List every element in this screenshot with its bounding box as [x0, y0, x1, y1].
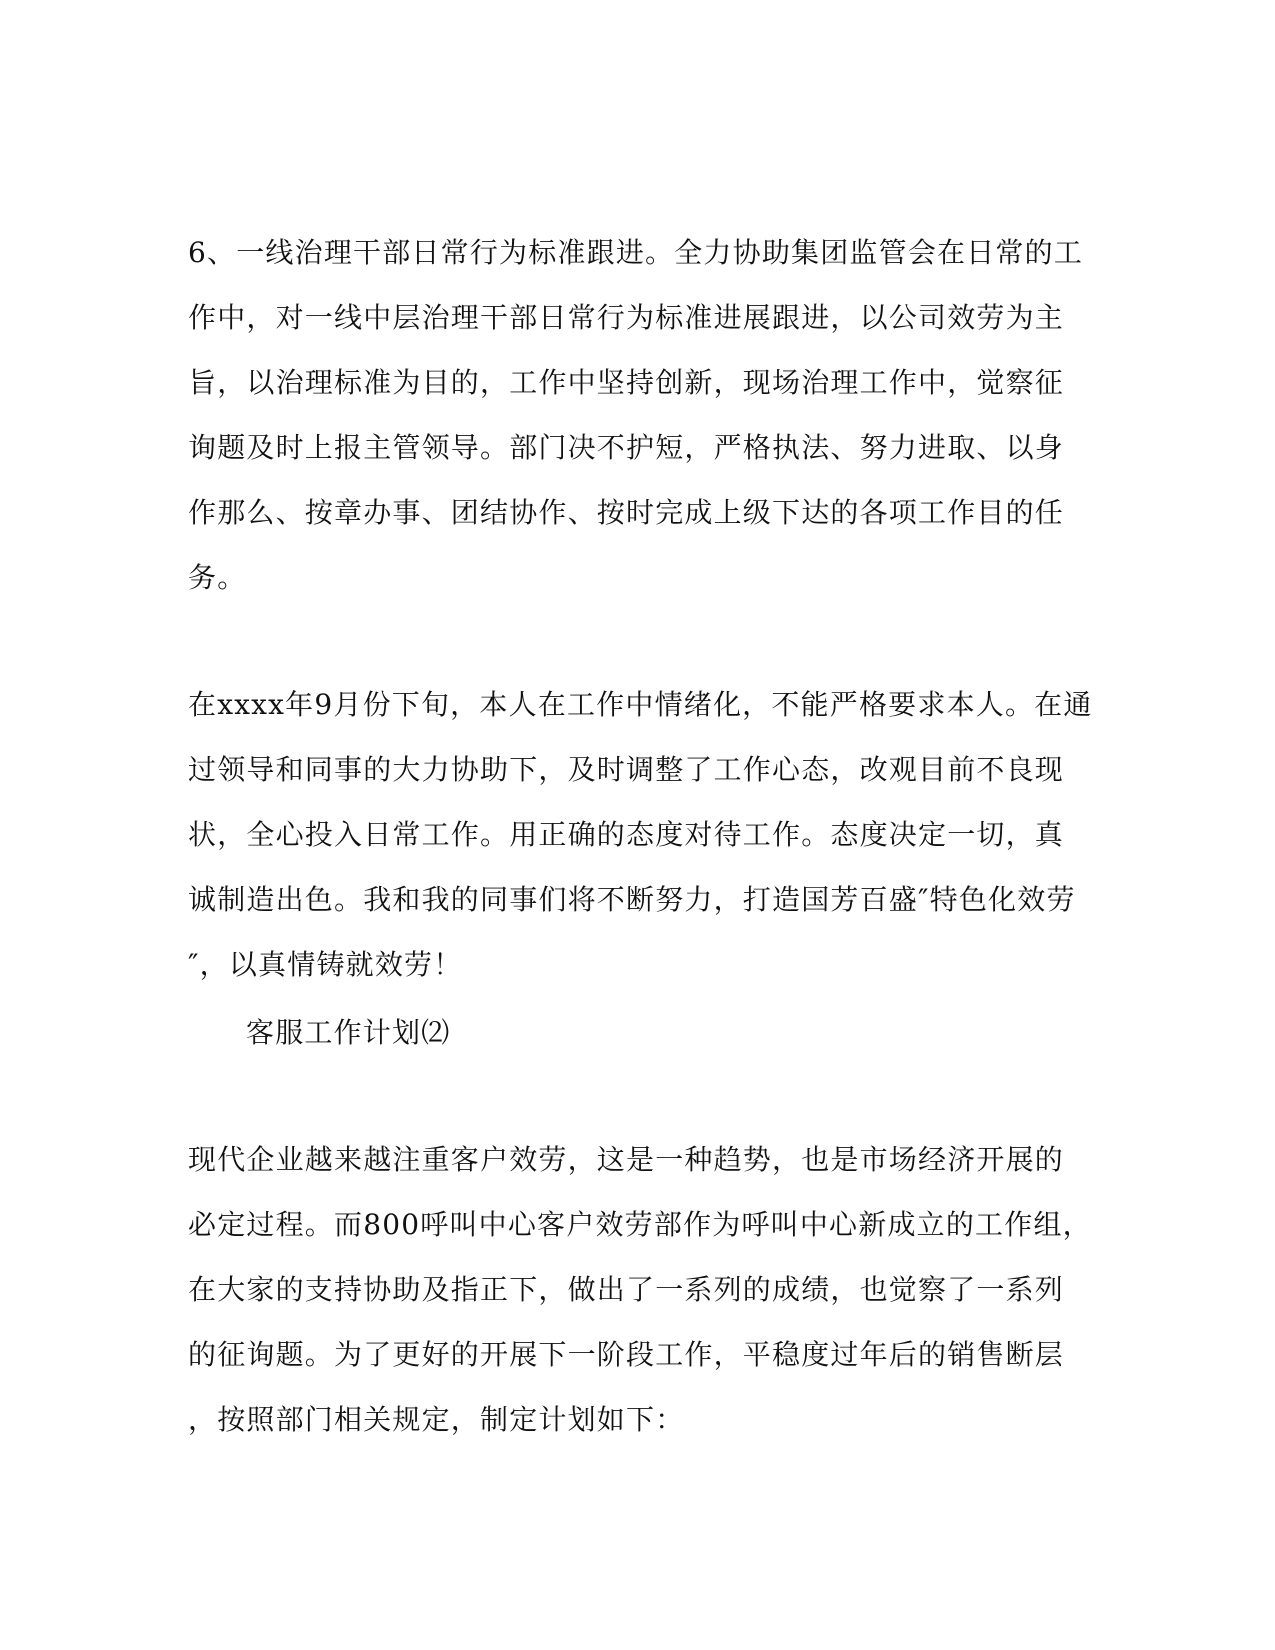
paragraph-customer-service-plan: [188, 1127, 1092, 1452]
section-heading: 客服工作计划⑵: [246, 1016, 451, 1049]
text-line: 务。: [188, 561, 247, 594]
text-line: 6、一线治理干部日常行为标准跟进。全力协助集团监管会在日常的工: [188, 236, 1084, 269]
paragraph-management-follow-up: [188, 220, 1088, 610]
text-line: 的征询题。为了更好的开展下一阶段工作，平稳度过年后的销售断层: [188, 1338, 1065, 1371]
text-line: 状，全心投入日常工作。用正确的态度对待工作。态度决定一切，真: [188, 818, 1065, 851]
text-line: 过领导和同事的大力协助下，及时调整了工作心态，改观目前不良现: [188, 753, 1065, 786]
text-line: 必定过程。而800呼叫中心客户效劳部作为呼叫中心新成立的工作组，: [188, 1208, 1092, 1241]
text-line: 作中，对一线中层治理干部日常行为标准进展跟进，以公司效劳为主: [188, 301, 1065, 334]
text-line: ″，以真情铸就效劳！: [188, 948, 463, 981]
text-line: 在xxxx年9月份下旬，本人在工作中情绪化，不能严格要求本人。在通: [188, 688, 1093, 721]
text-line: 询题及时上报主管领导。部门决不护短，严格执法、努力进取、以身: [188, 431, 1065, 464]
text-line: 作那么、按章办事、团结协作、按时完成上级下达的各项工作目的任: [188, 496, 1065, 529]
text-line: 旨，以治理标准为目的，工作中坚持创新，现场治理工作中，觉察征: [188, 366, 1065, 399]
text-line: 现代企业越来越注重客户效劳，这是一种趋势，也是市场经济开展的: [188, 1143, 1065, 1176]
paragraph-self-reflection: [188, 672, 1093, 997]
text-line: 诚制造出色。我和我的同事们将不断努力，打造国芳百盛″特色化效劳: [188, 883, 1076, 916]
text-line: 在大家的支持协助及指正下，做出了一系列的成绩，也觉察了一系列: [188, 1273, 1065, 1306]
text-line: ，按照部门相关规定，制定计划如下：: [188, 1403, 685, 1436]
